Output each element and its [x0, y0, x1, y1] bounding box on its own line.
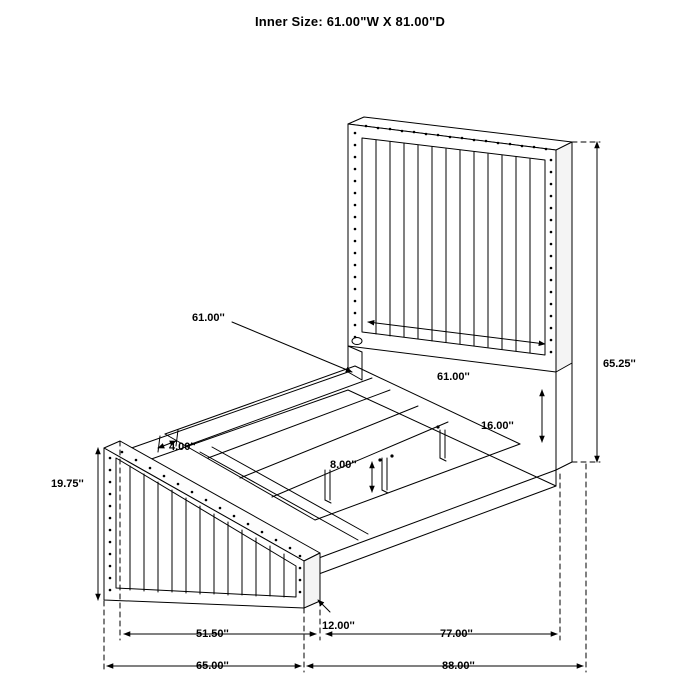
dimension-label-overall-width: 65.00''	[196, 660, 229, 672]
dimension-label-headboard-inner-width-callout: 61.00''	[192, 312, 225, 324]
dimension-label-footboard-depth: 12.00''	[322, 620, 355, 632]
dimension-label-side-rail-length: 77.00''	[440, 628, 473, 640]
dimension-label-footboard-height: 19.75''	[51, 478, 84, 490]
page-title: Inner Size: 61.00"W X 81.00"D	[254, 14, 446, 29]
headboard	[348, 117, 572, 470]
dimension-label-rail-height: 16.00''	[481, 420, 514, 432]
dimension-label-slat-gap: 4.00''	[169, 441, 196, 453]
footboard	[104, 441, 320, 608]
dimension-label-headboard-width: 61.00''	[437, 371, 470, 383]
dimension-label-overall-depth: 88.00''	[442, 660, 475, 672]
dimension-label-footboard-width: 51.50''	[196, 628, 229, 640]
dimension-label-headboard-height: 65.25''	[603, 358, 636, 370]
dimension-label-center-support-height: 8.00''	[330, 459, 357, 471]
